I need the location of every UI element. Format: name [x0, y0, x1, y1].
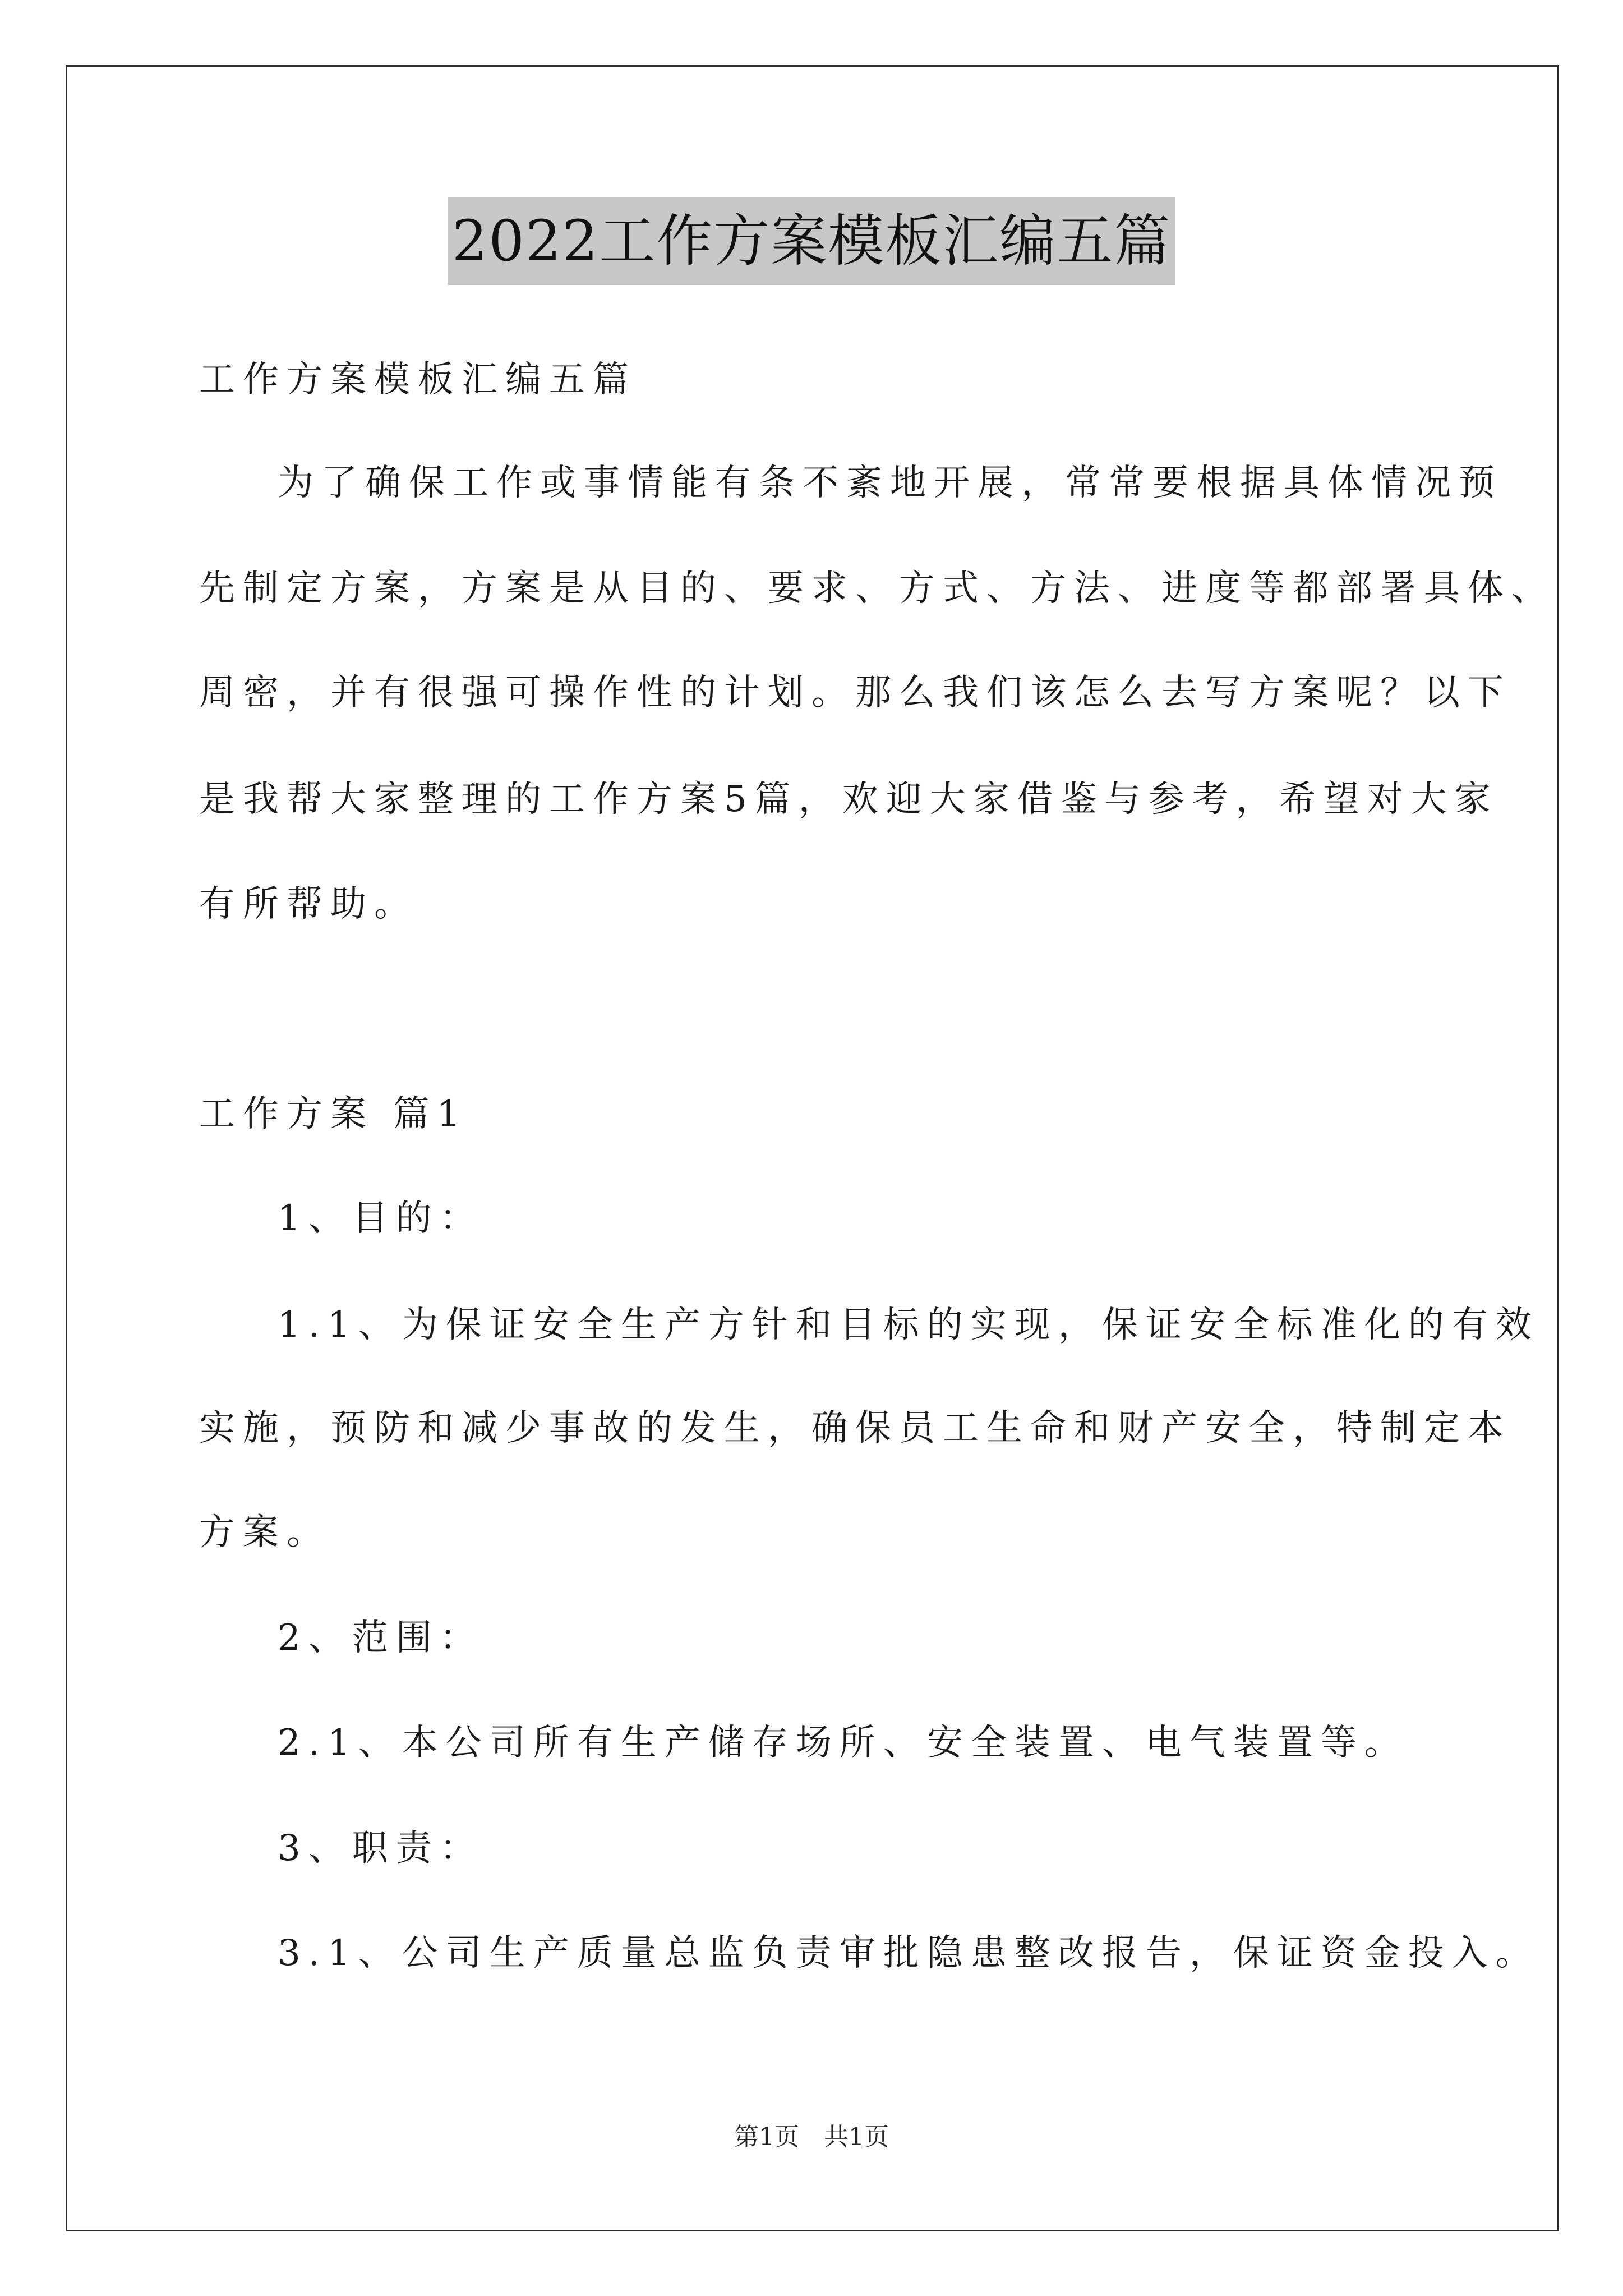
subtitle-line: 工作方案模板汇编五篇	[199, 359, 637, 401]
item-1-1-line-3: 方案。	[199, 1512, 330, 1553]
intro-line-3: 周密，并有很强可操作性的计划。那么我们该怎么去写方案呢？以下	[199, 672, 1511, 714]
item-3-1-line: 3.1、公司生产质量总监负责审批隐患整改报告，保证资金投入。	[278, 1932, 1539, 1974]
intro-line-4: 是我帮大家整理的工作方案5篇，欢迎大家借鉴与参考，希望对大家	[199, 779, 1498, 820]
intro-line-2: 先制定方案，方案是从目的、要求、方式、方法、进度等都部署具体、	[199, 568, 1555, 609]
item-1-heading: 1、目的：	[278, 1198, 483, 1239]
item-2-1-line: 2.1、本公司所有生产储存场所、安全装置、电气装置等。	[278, 1722, 1408, 1764]
item-3-heading: 3、职责：	[278, 1828, 483, 1869]
page-number-label: 第1页	[734, 2123, 799, 2151]
intro-line-1: 为了确保工作或事情能有条不紊地开展，常常要根据具体情况预	[278, 462, 1502, 504]
item-2-heading: 2、范围：	[278, 1617, 483, 1659]
document-title: 2022工作方案模板汇编五篇	[448, 197, 1176, 285]
item-1-1-line-2: 实施，预防和减少事故的发生，确保员工生命和财产安全，特制定本	[199, 1407, 1511, 1449]
page-footer	[0, 2122, 1623, 2153]
page-total-label: 共1页	[824, 2123, 889, 2151]
intro-line-5: 有所帮助。	[199, 884, 418, 925]
item-1-1-line-1: 1.1、为保证安全生产方针和目标的实现，保证安全标准化的有效	[278, 1304, 1539, 1346]
title-container	[0, 197, 1623, 285]
section-heading: 工作方案 篇1	[199, 1093, 468, 1135]
